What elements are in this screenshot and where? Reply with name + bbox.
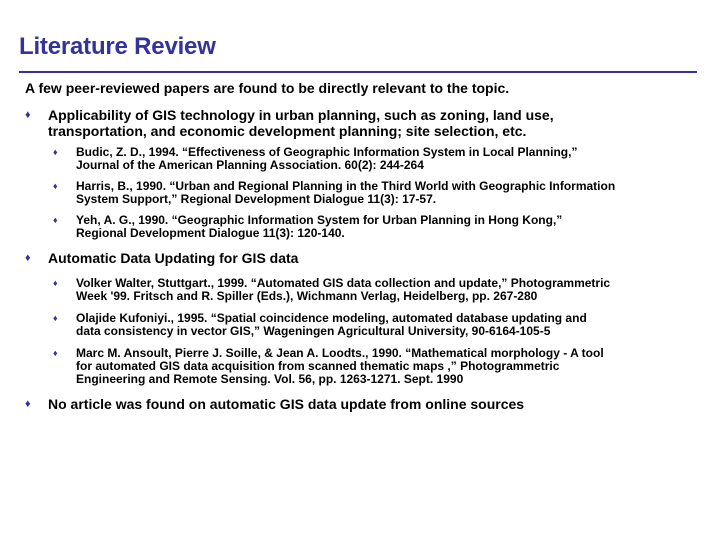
diamond-bullet-icon: ♦: [53, 348, 58, 358]
reference-text: [76, 277, 610, 303]
reference-line: System Support,” Regional Development Dialogue 11(3): 17-57.: [76, 192, 437, 206]
reference-line: Week '99. Fritsch and R. Spiller (Eds.), Wichmann Verlag, Heidelberg, pp. 267-280: [76, 289, 538, 303]
diamond-bullet-icon: ♦: [53, 147, 58, 157]
reference-text: [76, 214, 562, 240]
diamond-bullet-icon: ♦: [53, 215, 58, 225]
slide-title: Literature Review: [19, 33, 216, 60]
diamond-bullet-icon: ♦: [25, 398, 31, 410]
reference-line: Regional Development Dialogue 11(3): 120-140.: [76, 226, 345, 240]
reference-line: data consistency in vector GIS,” Wageningen Agricultural University, 90-6164-105-5: [76, 324, 551, 338]
reference-text: [76, 312, 587, 338]
intro-text: A few peer-reviewed papers are found to be directly relevant to the topic.: [25, 80, 510, 96]
diamond-bullet-icon: ♦: [25, 109, 31, 121]
section-line: transportation, and economic development planning; site selection, etc.: [48, 123, 527, 139]
section-text: [48, 396, 524, 412]
reference-line: Journal of the American Planning Association. 60(2): 244-264: [76, 158, 424, 172]
reference-text: [76, 347, 604, 386]
section-line: Automatic Data Updating for GIS data: [48, 250, 299, 266]
reference-line: Volker Walter, Stuttgart., 1999. “Automated GIS data collection and update,” Photogrammetric: [76, 276, 611, 290]
section-text: [48, 107, 554, 139]
section-line: No article was found on automatic GIS data update from online sources: [48, 396, 525, 412]
diamond-bullet-icon: ♦: [25, 252, 31, 264]
reference-line: for automated GIS data acquisition from scanned thematic maps ,” Photogrammetric: [76, 359, 560, 373]
reference-text: [76, 146, 577, 172]
section-line: Applicability of GIS technology in urban planning, such as zoning, land use,: [48, 107, 554, 123]
diamond-bullet-icon: ♦: [53, 278, 58, 288]
reference-line: Yeh, A. G., 1990. “Geographic Information System for Urban Planning in Hong Kong,”: [76, 213, 563, 227]
reference-line: Marc M. Ansoult, Pierre J. Soille, & Jean A. Loodts., 1990. “Mathematical morphology - A tool: [76, 346, 604, 360]
reference-line: Olajide Kufoniyi., 1995. “Spatial coincidence modeling, automated database updating and: [76, 311, 587, 325]
diamond-bullet-icon: ♦: [53, 181, 58, 191]
reference-line: Harris, B., 1990. “Urban and Regional Planning in the Third World with Geographic Information: [76, 179, 616, 193]
section-text: [48, 250, 298, 266]
diamond-bullet-icon: ♦: [53, 313, 58, 323]
reference-line: Engineering and Remote Sensing. Vol. 56, pp. 1263-1271. Sept. 1990: [76, 372, 464, 386]
title-rule: [19, 71, 697, 73]
reference-line: Budic, Z. D., 1994. “Effectiveness of Geographic Information System in Local Planning,”: [76, 145, 578, 159]
reference-text: [76, 180, 615, 206]
